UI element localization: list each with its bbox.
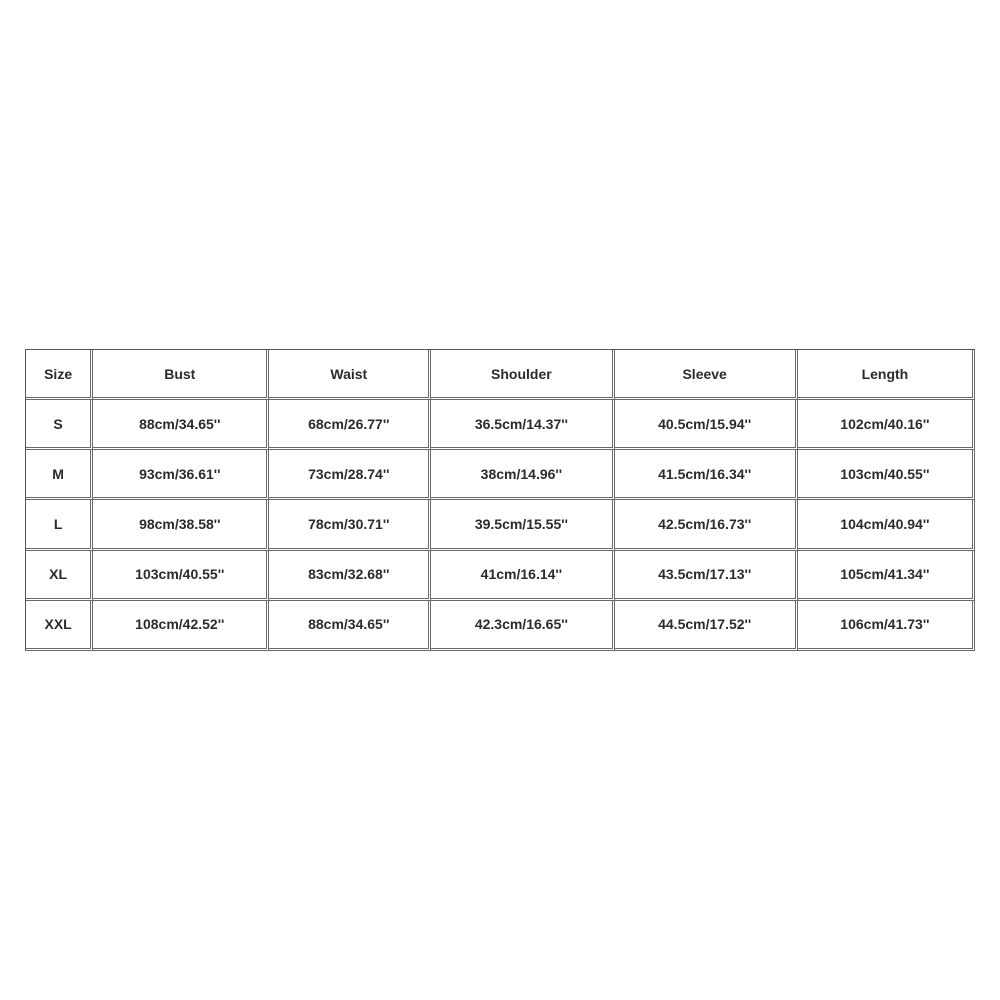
cell-shoulder: 41cm/16.14'' (431, 551, 614, 601)
cell-sleeve: 40.5cm/15.94'' (615, 400, 798, 450)
header-waist: Waist (269, 350, 431, 400)
table-header-row (26, 350, 975, 400)
table-row (26, 551, 975, 601)
header-bust: Bust (93, 350, 269, 400)
cell-shoulder: 39.5cm/15.55'' (431, 500, 614, 550)
header-shoulder: Shoulder (431, 350, 614, 400)
cell-waist: 88cm/34.65'' (269, 601, 431, 651)
header-length: Length (798, 350, 975, 400)
header-sleeve: Sleeve (615, 350, 798, 400)
cell-shoulder: 38cm/14.96'' (431, 450, 614, 500)
table-row (26, 450, 975, 500)
cell-waist: 83cm/32.68'' (269, 551, 431, 601)
cell-bust: 108cm/42.52'' (93, 601, 269, 651)
cell-bust: 88cm/34.65'' (93, 400, 269, 450)
cell-size: M (26, 450, 93, 500)
cell-bust: 93cm/36.61'' (93, 450, 269, 500)
cell-size: L (26, 500, 93, 550)
table-row (26, 400, 975, 450)
cell-waist: 73cm/28.74'' (269, 450, 431, 500)
table-row (26, 500, 975, 550)
cell-length: 104cm/40.94'' (798, 500, 975, 550)
cell-size: S (26, 400, 93, 450)
cell-bust: 98cm/38.58'' (93, 500, 269, 550)
cell-sleeve: 44.5cm/17.52'' (615, 601, 798, 651)
table-row (26, 601, 975, 651)
cell-sleeve: 42.5cm/16.73'' (615, 500, 798, 550)
cell-waist: 68cm/26.77'' (269, 400, 431, 450)
cell-shoulder: 36.5cm/14.37'' (431, 400, 614, 450)
cell-shoulder: 42.3cm/16.65'' (431, 601, 614, 651)
cell-sleeve: 43.5cm/17.13'' (615, 551, 798, 601)
cell-length: 103cm/40.55'' (798, 450, 975, 500)
cell-sleeve: 41.5cm/16.34'' (615, 450, 798, 500)
cell-bust: 103cm/40.55'' (93, 551, 269, 601)
size-chart-table (25, 349, 975, 651)
header-size: Size (26, 350, 93, 400)
cell-length: 106cm/41.73'' (798, 601, 975, 651)
cell-waist: 78cm/30.71'' (269, 500, 431, 550)
cell-size: XL (26, 551, 93, 601)
cell-length: 102cm/40.16'' (798, 400, 975, 450)
cell-length: 105cm/41.34'' (798, 551, 975, 601)
cell-size: XXL (26, 601, 93, 651)
